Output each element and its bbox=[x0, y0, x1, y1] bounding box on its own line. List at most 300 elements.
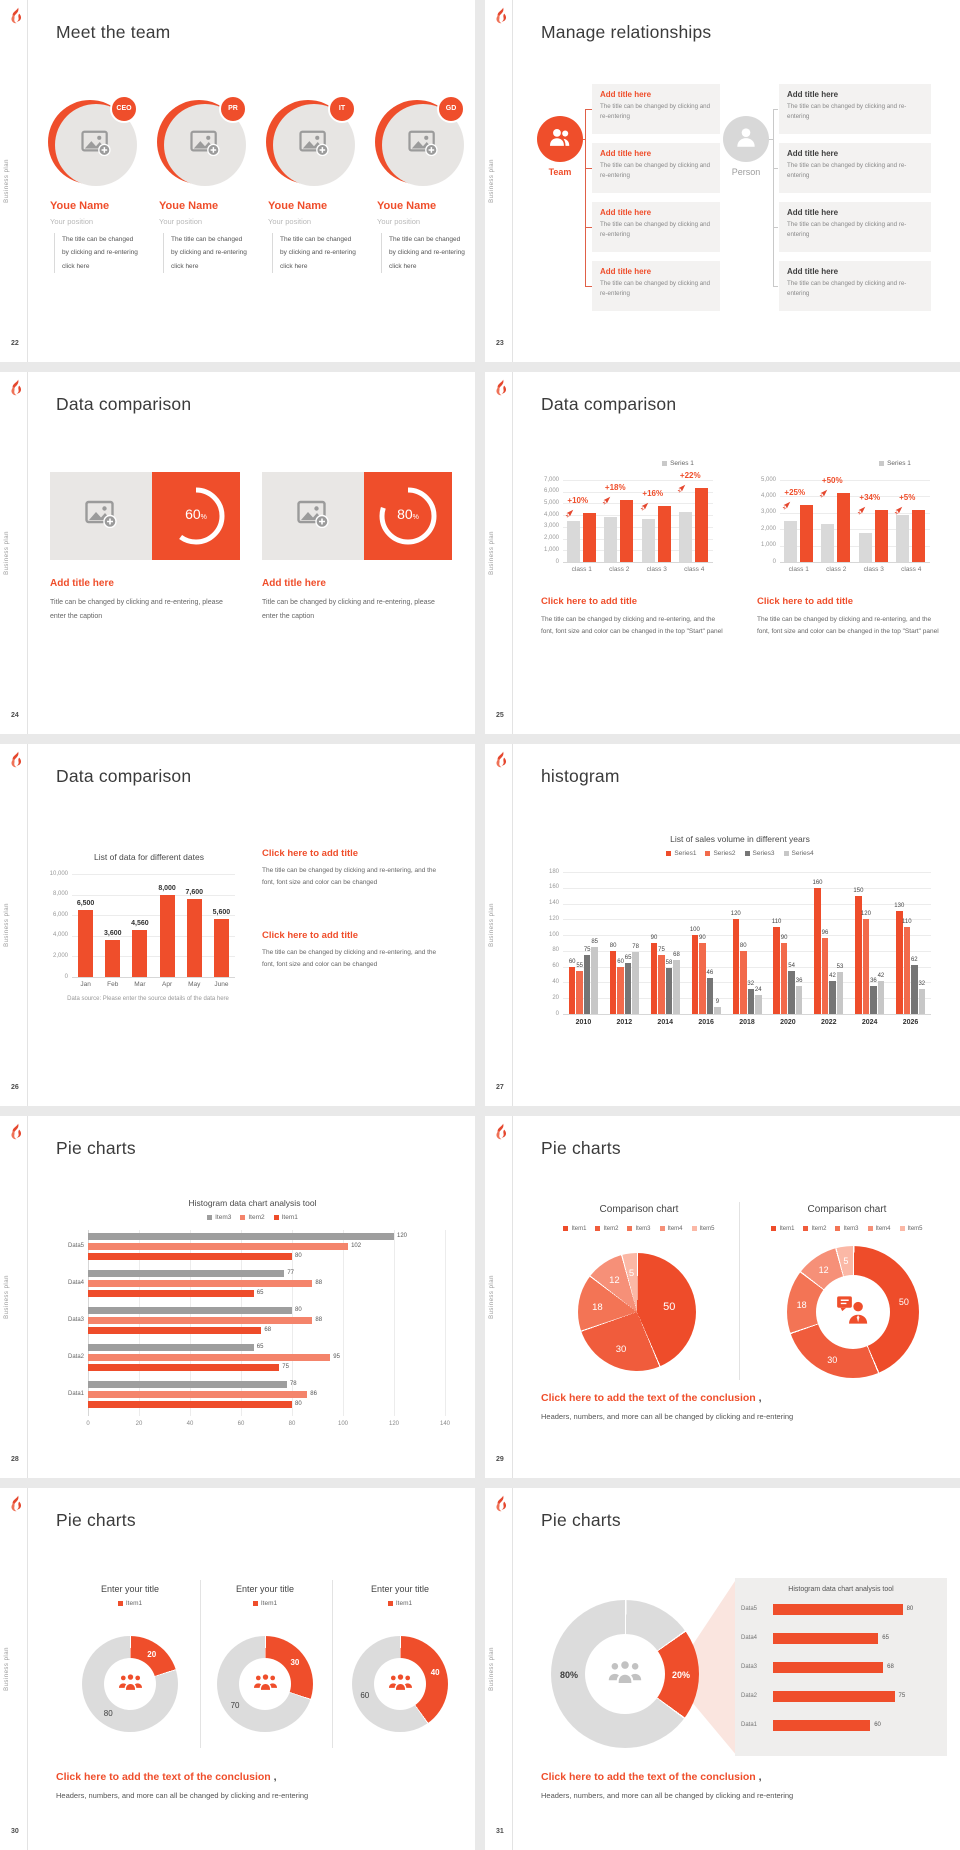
x-category-label: May bbox=[188, 981, 201, 988]
axis-tick-label: 0 bbox=[555, 1010, 559, 1017]
vertical-watermark-label: Business plan bbox=[4, 903, 10, 947]
chart-title: List of data for different dates bbox=[94, 852, 204, 862]
page-number: 24 bbox=[11, 712, 19, 719]
gridline bbox=[563, 888, 931, 889]
bar bbox=[870, 986, 877, 1014]
slide-30-thumbnail[interactable] bbox=[0, 1488, 475, 1850]
info-card-title: Add title here bbox=[787, 90, 839, 99]
chart-title: Comparison chart bbox=[599, 1204, 679, 1215]
gridline bbox=[780, 562, 930, 563]
conclusion-title: Click here to add the text of the conclusion , bbox=[56, 1771, 277, 1783]
bar-value-label: 68 bbox=[887, 1664, 894, 1670]
role-badge: IT bbox=[328, 95, 356, 123]
x-category-label: Apr bbox=[162, 981, 173, 988]
person-connector-stub bbox=[773, 109, 778, 110]
axis-tick-label: 180 bbox=[548, 868, 559, 875]
bar bbox=[591, 947, 598, 1014]
bar bbox=[878, 981, 885, 1014]
bar-growth bbox=[837, 493, 850, 562]
bar-value-label: 32 bbox=[918, 980, 926, 987]
slide-title: Meet the team bbox=[56, 22, 171, 42]
axis-tick-label: 3,000 bbox=[760, 509, 776, 516]
bar-base bbox=[642, 519, 655, 562]
slide-content bbox=[0, 0, 475, 362]
growth-percent-label: +50% bbox=[821, 476, 843, 486]
pie-data-label: 40 bbox=[430, 1668, 440, 1678]
bar-growth bbox=[658, 506, 671, 562]
bar-base bbox=[784, 521, 797, 562]
y-category-label: Data5 bbox=[741, 1606, 758, 1612]
bar-growth bbox=[620, 500, 633, 562]
bar bbox=[919, 989, 926, 1014]
y-category-label: Data1 bbox=[741, 1722, 758, 1728]
member-position: Your position bbox=[159, 217, 203, 226]
vertical-watermark-label: Business plan bbox=[4, 1647, 10, 1691]
gauge-panel bbox=[152, 472, 240, 560]
axis-tick-label: 40 bbox=[186, 1421, 194, 1427]
chart-title: Histogram data chart analysis tool bbox=[188, 1198, 317, 1208]
page-number: 29 bbox=[496, 1456, 504, 1463]
legend-item: Series2 bbox=[705, 850, 735, 857]
gridline bbox=[780, 480, 930, 481]
bar-value-label: 90 bbox=[699, 935, 706, 941]
person-icon bbox=[733, 124, 759, 155]
rocket-icon bbox=[782, 497, 791, 515]
team-member-card bbox=[46, 72, 146, 322]
role-badge: GD bbox=[437, 95, 465, 123]
y-category-label: Data3 bbox=[67, 1317, 84, 1323]
bar bbox=[651, 943, 658, 1014]
slide-29-thumbnail[interactable] bbox=[485, 1116, 960, 1478]
conclusion-comma: , bbox=[755, 1771, 762, 1783]
page-number: 31 bbox=[496, 1828, 504, 1835]
bar bbox=[584, 955, 591, 1014]
bar bbox=[88, 1233, 394, 1240]
info-card-body: The title can be changed by clicking and re-entering bbox=[600, 280, 711, 297]
pie-data-label: 5 bbox=[843, 1255, 849, 1266]
legend-swatch bbox=[274, 1215, 279, 1220]
info-card-title: Add title here bbox=[787, 149, 839, 158]
bar-value-label: 42 bbox=[829, 972, 836, 979]
member-description: The title can be changed by clicking and re-entering click here bbox=[163, 233, 247, 273]
bar-value-label: 62 bbox=[910, 957, 918, 964]
legend-item: Item1 bbox=[771, 1226, 794, 1232]
bar-value-label: 65 bbox=[256, 1344, 264, 1350]
bar-value-label: 102 bbox=[351, 1243, 362, 1249]
person-connector-stub bbox=[773, 227, 778, 228]
gridline bbox=[563, 935, 931, 936]
legend-swatch bbox=[240, 1215, 245, 1220]
chart-legend bbox=[360, 1600, 440, 1607]
pie-data-label: 30 bbox=[290, 1657, 300, 1667]
x-category-label: 2016 bbox=[698, 1019, 714, 1026]
legend-item: Item1 bbox=[388, 1600, 412, 1607]
axis-tick-label: 6,000 bbox=[543, 488, 559, 495]
axis-tick-label: 160 bbox=[548, 884, 559, 891]
rocket-icon bbox=[677, 480, 686, 498]
image-placeholder-icon bbox=[81, 129, 111, 161]
member-position: Your position bbox=[268, 217, 312, 226]
slide-title: Pie charts bbox=[541, 1138, 621, 1158]
growth-percent-label: +18% bbox=[604, 482, 626, 492]
person-connector-line bbox=[773, 109, 774, 287]
x-category-label: class 1 bbox=[571, 566, 592, 573]
caption-body: The title can be changed by clicking and re-entering, and the font, font size and color can be changed in the top "Start" panel bbox=[757, 616, 939, 636]
team-label: Team bbox=[548, 167, 572, 177]
x-category-label: Mar bbox=[134, 981, 146, 988]
bar-value-label: 90 bbox=[780, 935, 788, 941]
legend-swatch bbox=[388, 1601, 393, 1606]
rocket-icon bbox=[819, 485, 828, 503]
x-category-label: 2014 bbox=[657, 1019, 673, 1026]
member-name: Youe Name bbox=[50, 200, 110, 212]
axis-tick-label: 80 bbox=[552, 947, 559, 954]
bar-value-label: 80 bbox=[295, 1253, 302, 1259]
slide-25-thumbnail[interactable] bbox=[485, 372, 960, 734]
slide-content bbox=[485, 0, 960, 362]
axis-tick-label: 4,000 bbox=[52, 932, 68, 939]
legend-item: Item1 bbox=[118, 1600, 142, 1607]
axis-tick-label: 2,000 bbox=[760, 525, 776, 532]
bar bbox=[837, 972, 844, 1014]
bar-value-label: 68 bbox=[673, 952, 680, 959]
team-connector-stub bbox=[585, 227, 592, 228]
chart-title: List of sales volume in different years bbox=[670, 834, 810, 844]
bar-value-label: 130 bbox=[894, 903, 905, 910]
gridline bbox=[563, 872, 931, 873]
image-placeholder-panel bbox=[262, 472, 364, 560]
info-card-body: The title can be changed by clicking and re-entering bbox=[600, 221, 711, 238]
member-name: Youe Name bbox=[377, 200, 437, 212]
bar bbox=[796, 986, 803, 1014]
vertical-watermark-label: Business plan bbox=[4, 159, 10, 203]
bar-value-label: 90 bbox=[650, 935, 658, 941]
bar-value-label: 80 bbox=[906, 1606, 914, 1612]
bar-value-label: 100 bbox=[689, 927, 700, 934]
gridline bbox=[72, 874, 235, 875]
chart-legend bbox=[537, 1226, 741, 1232]
rocket-icon bbox=[857, 502, 866, 520]
x-category-label: 2012 bbox=[616, 1019, 633, 1026]
bar bbox=[692, 935, 699, 1014]
bar bbox=[88, 1290, 254, 1297]
slide-title: Pie charts bbox=[541, 1510, 621, 1530]
legend-swatch bbox=[835, 1226, 840, 1231]
caption-body: The title can be changed by clicking and re-entering, and the font, font size and color can be changed bbox=[262, 867, 437, 887]
bar bbox=[88, 1344, 254, 1351]
bar-value-label: 36 bbox=[870, 977, 877, 984]
vertical-watermark-label: Business plan bbox=[489, 531, 495, 575]
caption-title: Click here to add title bbox=[541, 596, 638, 607]
y-category-label: Data4 bbox=[741, 1635, 758, 1641]
axis-tick-label: 0 bbox=[64, 973, 68, 980]
conclusion-body: Headers, numbers, and more can all be changed by clicking and re-entering bbox=[541, 1791, 794, 1800]
x-category-label: Jan bbox=[80, 981, 91, 988]
pie-data-label: 5 bbox=[628, 1267, 635, 1279]
donut-hole bbox=[816, 1275, 890, 1349]
y-category-label: Data4 bbox=[67, 1280, 84, 1286]
bar-value-label: 78 bbox=[632, 944, 639, 951]
axis-tick-label: 10,000 bbox=[49, 870, 68, 877]
slide-26-thumbnail[interactable] bbox=[0, 744, 475, 1106]
gridline bbox=[72, 956, 235, 957]
member-description: The title can be changed by clicking and re-entering click here bbox=[381, 233, 465, 273]
axis-tick-label: 3,000 bbox=[543, 523, 559, 530]
page-number: 23 bbox=[496, 340, 504, 347]
bar bbox=[773, 1691, 895, 1702]
growth-percent-label: +16% bbox=[642, 488, 664, 498]
caption-title: Click here to add title bbox=[262, 848, 359, 859]
rocket-icon bbox=[565, 505, 574, 523]
pie-data-label: 20% bbox=[671, 1669, 690, 1680]
bar-value-label: 60 bbox=[568, 958, 576, 965]
y-category-label: Data5 bbox=[67, 1243, 84, 1249]
axis-tick-label: 60 bbox=[237, 1421, 245, 1427]
axis-tick-label: 60 bbox=[552, 963, 559, 970]
pie-data-label: 60 bbox=[360, 1690, 370, 1700]
bar bbox=[829, 981, 836, 1014]
team-connector-stub bbox=[585, 286, 592, 287]
bar-value-label: 7,600 bbox=[185, 888, 204, 896]
legend-swatch bbox=[118, 1601, 123, 1606]
vertical-watermark-label: Business plan bbox=[4, 1275, 10, 1319]
legend-swatch bbox=[207, 1215, 212, 1220]
axis-tick-label: 20 bbox=[552, 994, 559, 1001]
bar-value-label: 88 bbox=[315, 1317, 323, 1323]
bar bbox=[88, 1280, 312, 1287]
page-number: 27 bbox=[496, 1084, 504, 1091]
chart-legend bbox=[860, 460, 930, 467]
legend-item: Item4 bbox=[868, 1226, 891, 1232]
section-divider bbox=[739, 1202, 740, 1380]
gridline bbox=[563, 919, 931, 920]
x-category-label: 2026 bbox=[902, 1019, 919, 1026]
gridline bbox=[343, 1230, 344, 1416]
legend-item: Item5 bbox=[900, 1226, 923, 1232]
bar-base bbox=[679, 512, 692, 562]
pie-data-label: 80 bbox=[103, 1709, 113, 1719]
x-category-label: 2024 bbox=[861, 1019, 878, 1026]
bar bbox=[707, 978, 714, 1014]
axis-tick-label: 20 bbox=[135, 1421, 143, 1427]
growth-percent-label: +5% bbox=[899, 492, 916, 502]
pie-data-label: 50 bbox=[663, 1300, 676, 1313]
bar-value-label: 24 bbox=[754, 987, 762, 994]
bar bbox=[617, 967, 624, 1014]
info-card-body: The title can be changed by clicking and re-entering bbox=[787, 103, 907, 120]
slide-22-thumbnail[interactable] bbox=[0, 0, 475, 362]
team-member-card bbox=[155, 72, 255, 322]
bar bbox=[781, 943, 788, 1014]
conclusion-title: Click here to add the text of the conclusion , bbox=[541, 1392, 762, 1404]
axis-tick-label: 120 bbox=[548, 915, 559, 922]
axis-tick-label: 7,000 bbox=[543, 476, 559, 483]
legend-item: Item1 bbox=[253, 1600, 277, 1607]
slide-31-thumbnail[interactable] bbox=[485, 1488, 960, 1850]
legend-item: Series3 bbox=[745, 850, 775, 857]
bar-value-label: 110 bbox=[902, 919, 912, 926]
rocket-icon bbox=[602, 492, 611, 510]
slide-28-thumbnail[interactable] bbox=[0, 1116, 475, 1478]
card-title: Add title here bbox=[262, 578, 326, 589]
growth-percent-label: +10% bbox=[567, 495, 589, 505]
team-member-card bbox=[373, 72, 473, 322]
info-card-title: Add title here bbox=[600, 267, 652, 276]
image-placeholder-icon bbox=[190, 129, 220, 161]
legend-swatch bbox=[900, 1226, 905, 1231]
person-connector-stub bbox=[773, 168, 778, 169]
bar-value-label: 75 bbox=[898, 1693, 906, 1699]
gauge-unit: % bbox=[200, 514, 207, 521]
bar-value-label: 88 bbox=[315, 1280, 323, 1286]
pie-data-label: 70 bbox=[230, 1701, 240, 1711]
x-category-label: 2020 bbox=[780, 1019, 796, 1026]
gridline bbox=[445, 1230, 446, 1416]
bar bbox=[625, 963, 632, 1014]
bar-growth bbox=[800, 505, 813, 562]
x-category-label: class 1 bbox=[788, 566, 809, 573]
bar-base bbox=[567, 521, 580, 562]
bar bbox=[576, 971, 583, 1014]
axis-tick-label: 0 bbox=[86, 1421, 90, 1427]
member-name: Youe Name bbox=[159, 200, 219, 212]
panel-chart-title: Histogram data chart analysis tool bbox=[788, 1586, 894, 1593]
chart-title: Enter your title bbox=[100, 1584, 160, 1594]
legend-item: Item2 bbox=[240, 1214, 264, 1221]
legend-swatch bbox=[879, 461, 884, 466]
slide-title: Pie charts bbox=[56, 1138, 136, 1158]
member-description: The title can be changed by clicking and re-entering click here bbox=[54, 233, 138, 273]
axis-tick-label: 120 bbox=[388, 1421, 399, 1427]
bar-value-label: 96 bbox=[821, 930, 829, 937]
legend-item: Item5 bbox=[692, 1226, 715, 1232]
donut-hole bbox=[104, 1658, 156, 1710]
slide-title: histogram bbox=[541, 766, 620, 786]
slide-title: Data comparison bbox=[56, 766, 192, 786]
legend-item: Item3 bbox=[207, 1214, 231, 1221]
bar bbox=[666, 968, 673, 1014]
caption-body: The title can be changed by clicking and re-entering, and the font, font size and color can be changed in the top "Start" panel bbox=[541, 616, 723, 636]
group-icon bbox=[252, 1672, 279, 1697]
bar-growth bbox=[583, 513, 596, 562]
member-name: Youe Name bbox=[268, 200, 328, 212]
slide-content bbox=[485, 1488, 960, 1850]
pie-data-label: 20 bbox=[147, 1649, 157, 1659]
info-card-title: Add title here bbox=[600, 90, 652, 99]
axis-tick-label: 100 bbox=[548, 931, 559, 938]
chart-title: Enter your title bbox=[235, 1584, 295, 1594]
bar-value-label: 78 bbox=[289, 1381, 297, 1387]
growth-percent-label: +25% bbox=[784, 487, 806, 497]
growth-percent-label: +22% bbox=[679, 471, 701, 481]
vertical-watermark-label: Business plan bbox=[489, 159, 495, 203]
legend-swatch bbox=[627, 1226, 632, 1231]
gauge-panel bbox=[364, 472, 452, 560]
chart-legend bbox=[90, 1600, 170, 1607]
growth-percent-label: +34% bbox=[859, 492, 881, 502]
conclusion-body: Headers, numbers, and more can all be changed by clicking and re-entering bbox=[56, 1791, 309, 1800]
axis-tick-label: 140 bbox=[439, 1421, 450, 1427]
legend-swatch bbox=[662, 461, 667, 466]
bar-value-label: 6,500 bbox=[76, 900, 95, 908]
detail-panel bbox=[735, 1578, 947, 1756]
page-number: 25 bbox=[496, 712, 504, 719]
axis-tick-label: 4,000 bbox=[543, 511, 559, 518]
bar-value-label: 65 bbox=[256, 1290, 264, 1296]
avatar bbox=[375, 98, 467, 190]
bar bbox=[863, 919, 870, 1014]
bar-value-label: 42 bbox=[877, 972, 885, 979]
legend-swatch bbox=[563, 1226, 568, 1231]
x-category-label: class 2 bbox=[609, 566, 630, 573]
axis-tick-label: 100 bbox=[337, 1421, 348, 1427]
bar-value-label: 120 bbox=[397, 1233, 408, 1239]
page-number: 22 bbox=[11, 340, 19, 347]
y-category-label: Data1 bbox=[67, 1391, 84, 1397]
avatar bbox=[157, 98, 249, 190]
pie-data-label: 80% bbox=[559, 1669, 578, 1680]
conclusion-title: Click here to add the text of the conclusion , bbox=[541, 1771, 762, 1783]
slide-content bbox=[0, 372, 475, 734]
card-body: Title can be changed by clicking and re-entering, please enter the caption bbox=[50, 599, 223, 620]
slide-24-thumbnail[interactable] bbox=[0, 372, 475, 734]
vertical-watermark-label: Business plan bbox=[489, 1647, 495, 1691]
team-member-card bbox=[264, 72, 364, 322]
pie-data-label: 30 bbox=[827, 1355, 838, 1366]
info-card-body: The title can be changed by clicking and re-entering bbox=[600, 162, 711, 179]
bar-value-label: 4,560 bbox=[131, 920, 149, 928]
slide-content bbox=[0, 1116, 475, 1478]
conclusion-comma: , bbox=[270, 1771, 277, 1783]
bar-value-label: 54 bbox=[788, 963, 795, 970]
chart-legend bbox=[555, 850, 925, 857]
y-category-label: Data3 bbox=[741, 1664, 758, 1670]
slide-title: Manage relationships bbox=[541, 22, 712, 42]
info-card bbox=[592, 84, 720, 134]
bar bbox=[187, 899, 202, 977]
bar-base bbox=[859, 533, 872, 562]
conclusion-comma: , bbox=[755, 1392, 762, 1404]
image-placeholder-icon bbox=[299, 129, 329, 161]
bar bbox=[773, 1720, 870, 1731]
pie-data-label: 12 bbox=[609, 1274, 620, 1286]
team-icon bbox=[547, 124, 573, 155]
legend-swatch bbox=[660, 1226, 665, 1231]
x-category-label: class 4 bbox=[684, 566, 705, 573]
axis-tick-label: 2,000 bbox=[543, 535, 559, 542]
slide-27-thumbnail[interactable] bbox=[485, 744, 960, 1106]
slide-content bbox=[485, 744, 960, 1106]
role-badge: PR bbox=[219, 95, 247, 123]
bar bbox=[911, 965, 918, 1014]
legend-swatch bbox=[595, 1226, 600, 1231]
slide-23-thumbnail[interactable] bbox=[485, 0, 960, 362]
donut-hole bbox=[374, 1658, 426, 1710]
axis-tick-label: 1,000 bbox=[543, 546, 559, 553]
bar-value-label: 150 bbox=[853, 887, 864, 894]
bar-value-label: 32 bbox=[747, 980, 755, 987]
bar bbox=[904, 927, 911, 1014]
gridline bbox=[563, 562, 713, 563]
axis-tick-label: 5,000 bbox=[543, 499, 559, 506]
slide-title: Data comparison bbox=[541, 394, 677, 414]
info-card-body: The title can be changed by clicking and re-entering bbox=[787, 280, 907, 297]
legend-item: Item3 bbox=[627, 1226, 650, 1232]
info-card bbox=[592, 261, 720, 311]
info-card bbox=[779, 261, 931, 311]
legend-swatch bbox=[253, 1601, 258, 1606]
axis-tick-label: 6,000 bbox=[52, 911, 68, 918]
